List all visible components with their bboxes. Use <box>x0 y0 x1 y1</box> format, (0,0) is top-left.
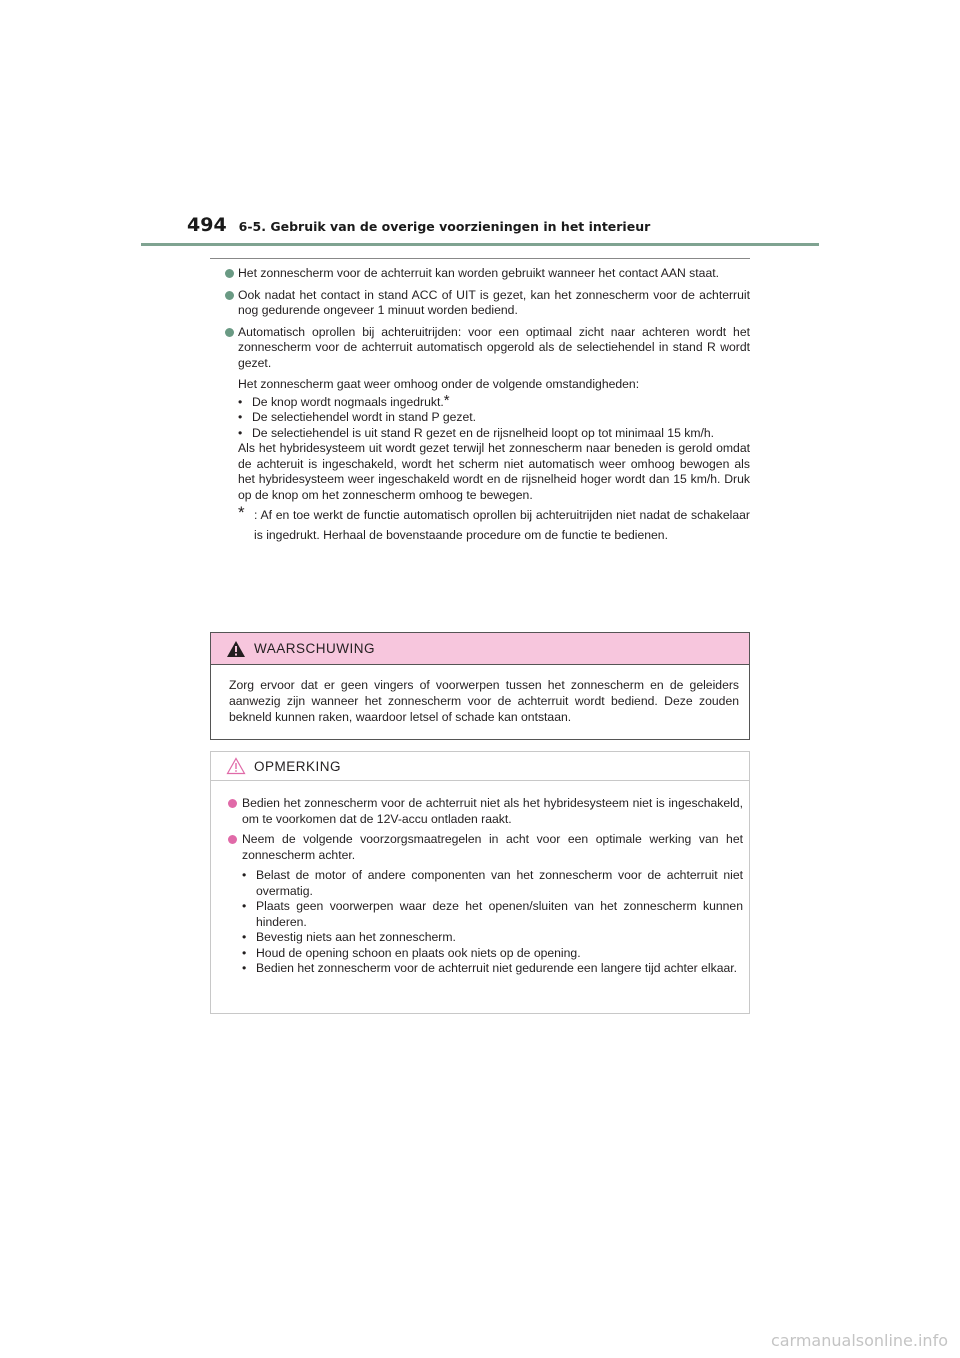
page-number: 494 <box>187 214 227 236</box>
notice-sub-item <box>242 961 743 977</box>
bullet-dot-icon <box>225 328 234 337</box>
footnote-asterisk: * <box>238 503 245 522</box>
notice-item-text: Neem de volgende voorzorgsmaatregelen in acht voor een optimale werking van het zonnescherm achter. <box>242 832 743 862</box>
notice-sub-item <box>242 930 743 946</box>
warning-header <box>211 633 749 665</box>
bullet-item <box>210 325 750 372</box>
asterisk-mark: * <box>443 391 450 409</box>
notice-sub-list <box>211 868 743 977</box>
bullet-dot-icon <box>225 291 234 300</box>
condition-item <box>238 391 750 411</box>
top-separator <box>210 258 750 259</box>
bullet-item <box>210 266 750 282</box>
warning-text: Zorg ervoor dat er geen vingers of voorwerpen tussen het zonnescherm en de geleiders aanwezig zijn wanneer het zonnescherm voor de achterruit wordt bediend. Deze zouden bekneld kunnen raken, waardoor letsel of schade kan ontstaan. <box>229 678 739 724</box>
notice-sub-text: Houd de opening schoon en plaats ook niets op de opening. <box>256 945 581 960</box>
notice-title: OPMERKING <box>254 758 342 774</box>
bullet-text: Automatisch oprollen bij achteruitrijden: voor een optimaal zicht naar achteren wordt het zonnescherm voor de achterruit automatisch opgerold als de selectiehendel in stand R wordt gezet. <box>238 324 750 370</box>
bullet-dot-icon <box>228 835 237 844</box>
notice-sub-item <box>242 868 743 899</box>
condition-item <box>238 426 750 442</box>
notice-body <box>211 781 749 977</box>
main-content <box>210 258 750 545</box>
notice-sub-text: Plaats geen voorwerpen waar deze het openen/sluiten van het zonnescherm kunnen hinderen. <box>256 899 743 929</box>
conditions-list <box>210 391 750 442</box>
condition-text: De knop wordt nogmaals ingedrukt. <box>252 394 444 409</box>
footnote <box>210 505 750 545</box>
bullet-item <box>210 288 750 319</box>
notice-box <box>210 751 750 1014</box>
notice-sub-text: Bevestig niets aan het zonnescherm. <box>256 930 456 944</box>
bullet-dot-icon <box>225 269 234 278</box>
section-title: 6-5. Gebruik van de overige voorzieningen in het interieur <box>238 219 651 234</box>
notice-sub-text: Bedien het zonnescherm voor de achterruit niet gedurende een langere tijd achter elkaar. <box>256 961 738 975</box>
conditions-intro: Het zonnescherm gaat weer omhoog onder de volgende omstandigheden: <box>238 377 640 391</box>
condition-text: De selectiehendel is uit stand R gezet en de rijsnelheid loopt op tot minimaal 15 km/h. <box>252 425 715 440</box>
hybrid-paragraph: Als het hybridesysteem uit wordt gezet terwijl het zonnescherm naar beneden is gerold omdat de achteruit is ingeschakeld, wordt het scherm niet automatisch weer omhoog bewogen als het hybridesysteem weer ingeschakeld wordt en de rijsnelheid hoger wordt dan 15 km/h. Druk op de knop om het zonnescherm omhoog te bewegen. <box>238 441 750 502</box>
warning-triangle-icon <box>226 640 246 658</box>
bullet-dot-icon <box>228 799 237 808</box>
notice-sub-item <box>242 899 743 930</box>
notice-sub-item <box>242 946 743 962</box>
notice-item <box>211 832 743 863</box>
sub-bullet-mark: • <box>242 930 247 944</box>
notice-sub-text: Belast de motor of andere componenten van het zonnescherm voor de achterruit niet overmatig. <box>256 868 743 898</box>
sub-bullet-mark: • <box>242 868 247 882</box>
sub-bullet-mark: • <box>238 425 243 440</box>
sub-bullet-mark: • <box>238 394 243 409</box>
condition-text: De selectiehendel wordt in stand P gezet. <box>252 410 477 424</box>
sub-bullet-mark: • <box>242 899 247 913</box>
notice-item <box>211 796 743 827</box>
sub-bullet-mark: • <box>238 410 243 424</box>
sub-bullet-mark: • <box>242 961 247 975</box>
bullet-text: Ook nadat het contact in stand ACC of UIT is gezet, kan het zonnescherm voor de achterruit nog gedurende ongeveer 1 minuut worden bediend. <box>238 287 750 317</box>
bullet-text: Het zonnescherm voor de achterruit kan worden gebruikt wanneer het contact AAN staat. <box>238 266 719 280</box>
condition-item <box>238 410 750 426</box>
warning-box <box>210 632 750 740</box>
notice-header <box>211 752 749 781</box>
footnote-text: : Af en toe werkt de functie automatisch oprollen bij achteruitrijden niet nadat de schakelaar is ingedrukt. Herhaal de bovenstaande procedure om de functie te bedienen. <box>254 508 750 542</box>
caution-triangle-outline-icon <box>226 757 246 775</box>
watermark: carmanualsonline.info <box>770 1331 948 1350</box>
page-header <box>187 214 650 236</box>
warning-title: WAARSCHUWING <box>254 641 375 656</box>
header-rule <box>141 243 819 246</box>
notice-item-text: Bedien het zonnescherm voor de achterruit niet als het hybridesysteem niet is ingeschakeld, om te voorkomen dat de 12V-accu ontladen raakt. <box>242 796 743 826</box>
sub-bullet-mark: • <box>242 945 247 960</box>
